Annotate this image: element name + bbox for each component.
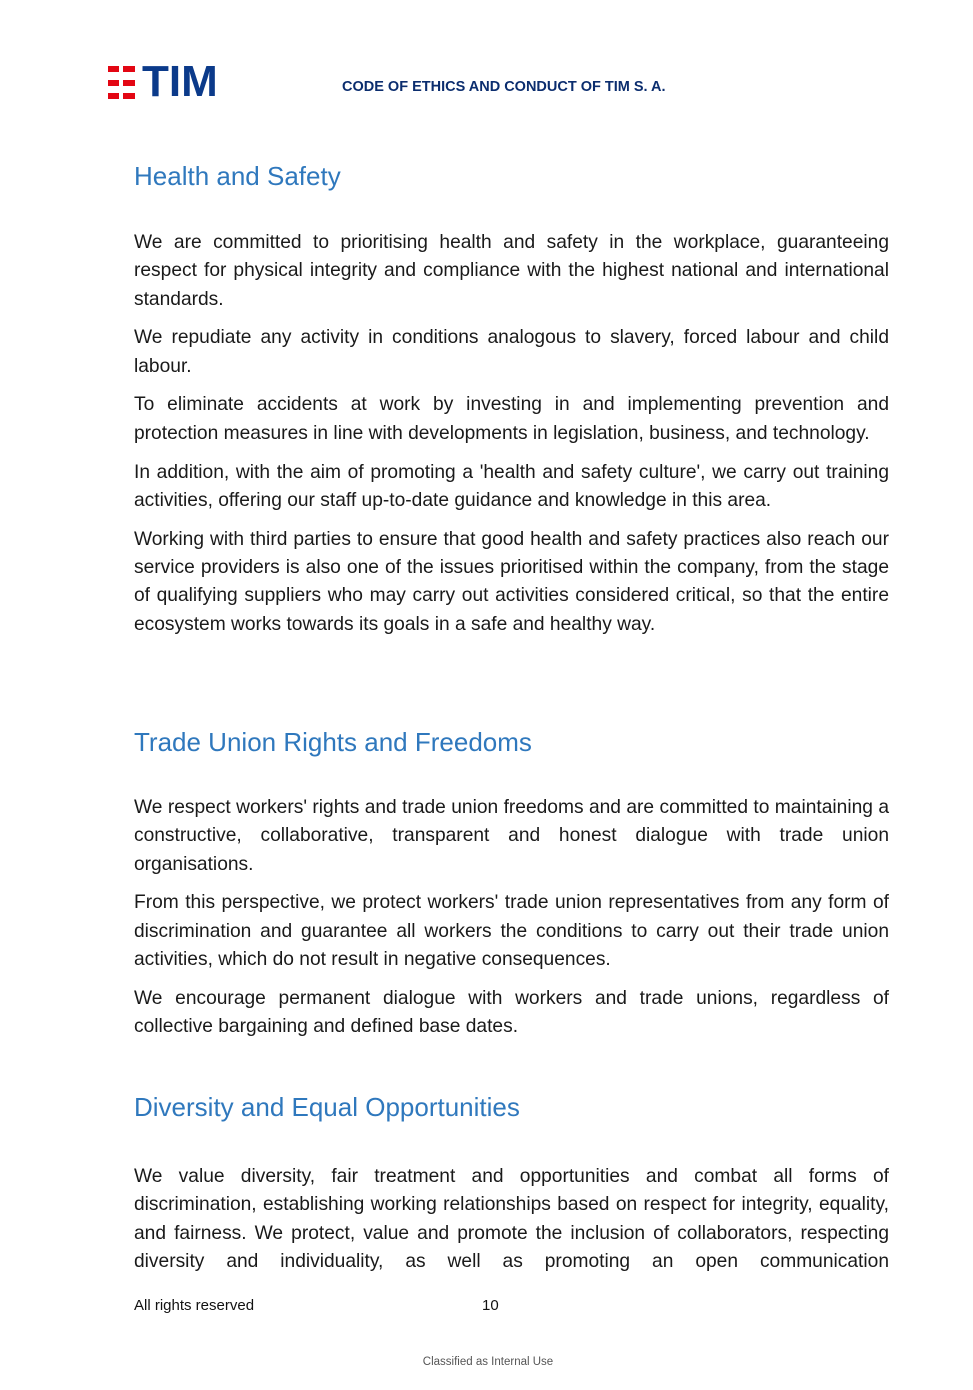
section-heading-trade-union: Trade Union Rights and Freedoms: [134, 727, 532, 757]
section-heading-health-safety: Health and Safety: [134, 161, 341, 191]
section-body-health-safety: [134, 229, 889, 649]
paragraph: To eliminate accidents at work by investing in and implementing prevention and protection measures in line with developments in legislation, business, and technology.: [134, 394, 889, 444]
paragraph: Working with third parties to ensure that good health and safety practices also reach our service providers is also one of the issues prioritised within the company, from the stage of qualifying suppliers who may carry out activities considered critical, so that the entire ecosystem works towards its goals in a safe and healthy way.: [134, 528, 889, 635]
paragraph: From this perspective, we protect workers' trade union representatives from any form of discrimination and guarantee all workers the conditions to carry out their trade union activities, which do not result in negative consequences.: [134, 892, 889, 970]
tim-logo: [108, 57, 226, 106]
paragraph: In addition, with the aim of promoting a 'health and safety culture', we carry out training activities, offering our staff up-to-date guidance and knowledge in this area.: [134, 461, 889, 511]
page-number: 10: [482, 1297, 499, 1314]
section-heading-diversity: Diversity and Equal Opportunities: [134, 1092, 520, 1122]
paragraph: We value diversity, fair treatment and opportunities and combat all forms of discrimination, establishing working relationships based on respect for integrity, equality, and fairness. We protect, value and promote the inclusion of collaborators, respecting diversity and individuality, as well as promoting an open communication: [134, 1166, 889, 1272]
paragraph: We respect workers' rights and trade union freedoms and are committed to maintaining a constructive, collaborative, transparent and honest dialogue with trade union organisations.: [134, 797, 889, 875]
paragraph: We encourage permanent dialogue with workers and trade unions, regardless of collective bargaining and defined base dates.: [134, 987, 889, 1038]
tim-logo-mark-icon: [108, 64, 142, 102]
section-body-diversity: [134, 1163, 889, 1287]
paragraph: We repudiate any activity in conditions analogous to slavery, forced labour and child labour.: [134, 327, 889, 377]
footer-rights: All rights reserved: [134, 1297, 255, 1314]
paragraph: We are committed to prioritising health and safety in the workplace, guaranteeing respect for physical integrity and compliance with the highest national and international standards.: [134, 232, 889, 310]
classification-label: Classified as Internal Use: [422, 1356, 554, 1368]
document-title: CODE OF ETHICS AND CONDUCT OF TIM S. A.: [342, 79, 666, 95]
tim-logo-wordmark: TIM: [142, 57, 218, 106]
section-body-trade-union: [134, 794, 889, 1052]
